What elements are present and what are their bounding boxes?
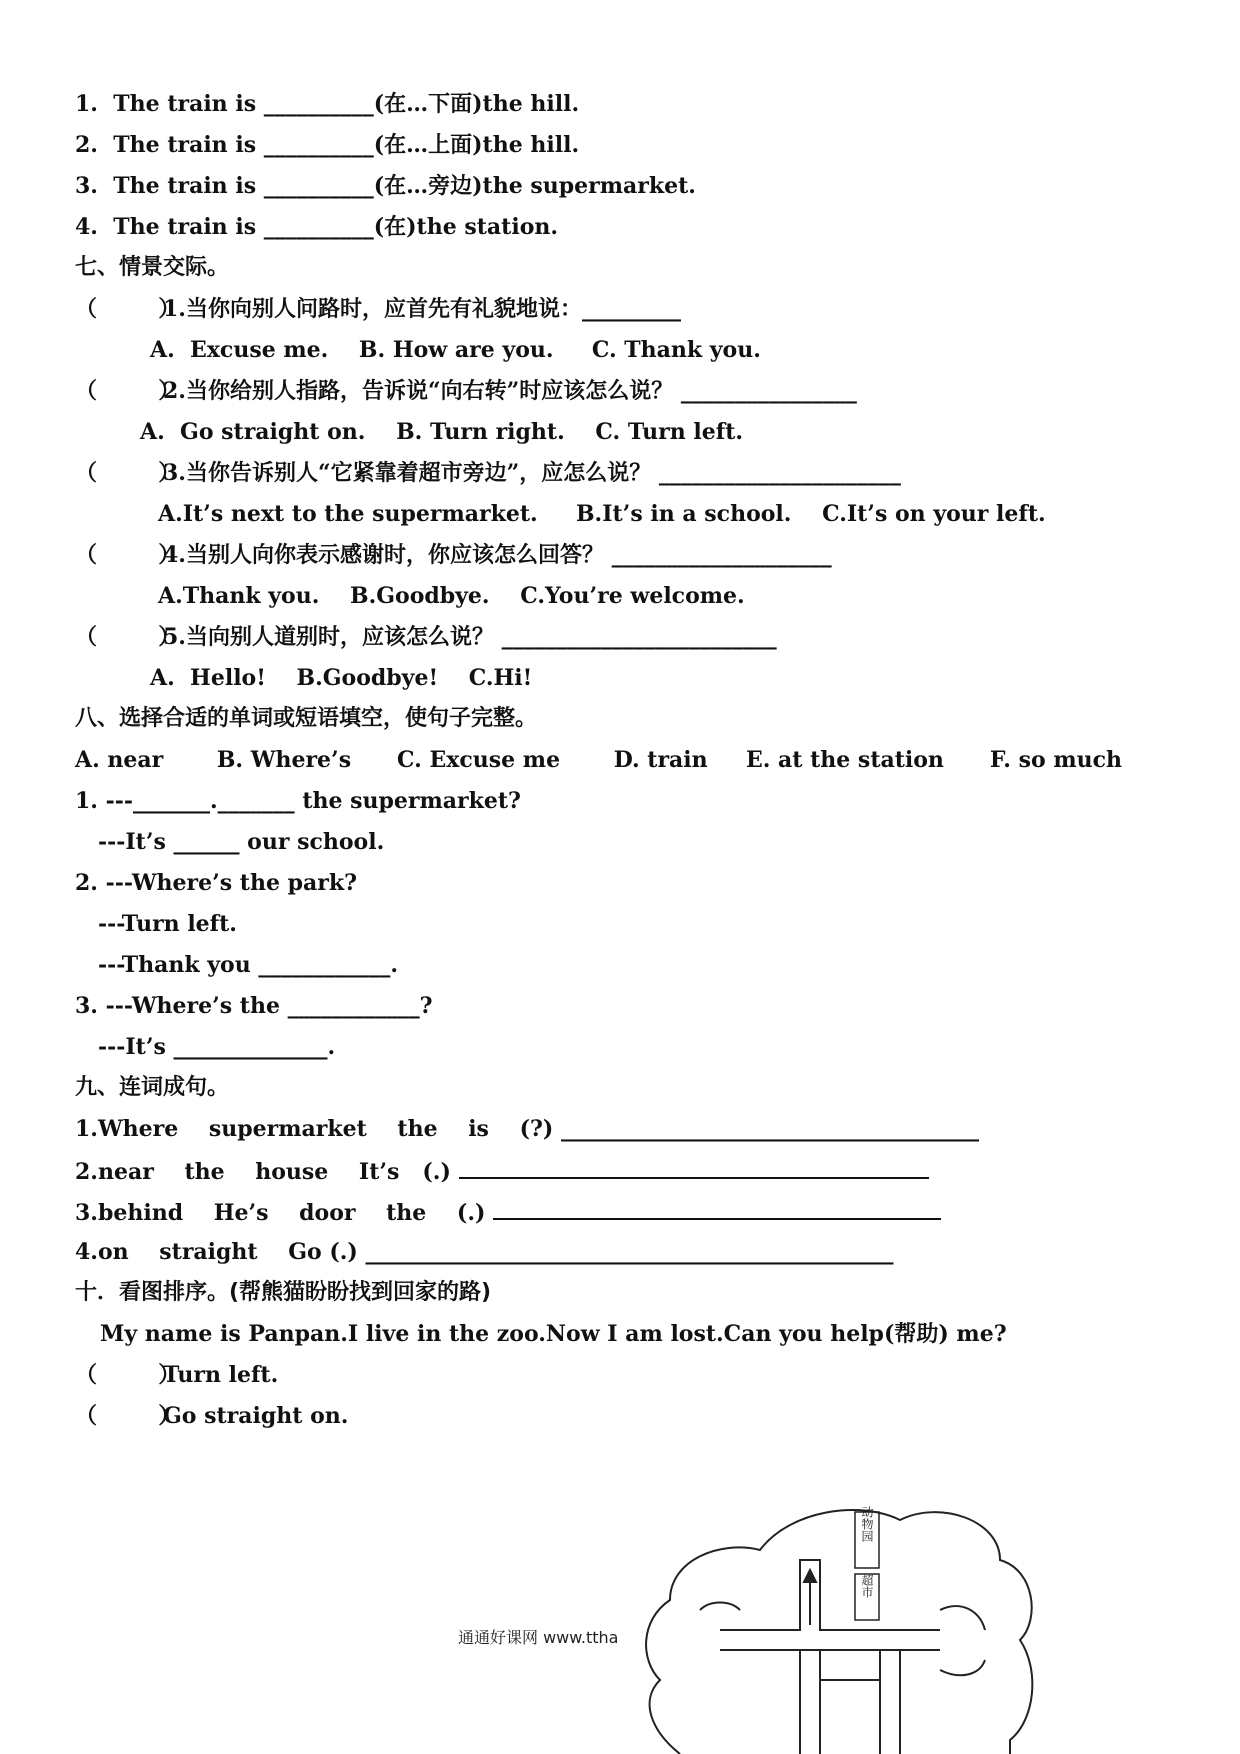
s8-line-6: 3. ---Where’s the ____________? bbox=[75, 993, 433, 1019]
page-footer: 通通好课网 www.ttha bbox=[458, 1628, 619, 1647]
prep-question-4: 4. The train is __________(在)the station. bbox=[75, 214, 559, 240]
s7-question-1: （ ）1.当你向别人问路时，应首先有礼貌地说：_________ bbox=[75, 296, 681, 322]
s8-line-3: 2. ---Where’s the park? bbox=[75, 870, 357, 896]
section9-title: 九、连词成句。 bbox=[75, 1075, 230, 1100]
s7-options-1: A. Excuse me. B. How are you. C. Thank you. bbox=[150, 337, 761, 363]
prep-question-3: 3. The train is __________(在…旁边)the supermarket. bbox=[75, 173, 696, 199]
s9-item-2: 2.near the house It’s (.) bbox=[75, 1155, 929, 1187]
s7-options-5: A. Hello! B.Goodbye! C.Hi! bbox=[150, 665, 533, 691]
section10-title: 十．看图排序。(帮熊猫盼盼找到回家的路) bbox=[75, 1280, 492, 1305]
s7-question-3: （ ）3.当你告诉别人“它紧靠着超市旁边”，应怎么说？ ______________________ bbox=[75, 460, 901, 486]
s8-choices: A. near B. Where’s C. Excuse me D. train E. at the station F. so much bbox=[75, 747, 1122, 773]
s9-item-4: 4.on straight Go (.) ________________________________________________ bbox=[75, 1239, 894, 1265]
section7-title: 七、情景交际。 bbox=[75, 255, 230, 280]
prep-question-2: 2. The train is __________(在…上面)the hill. bbox=[75, 132, 580, 158]
s7-question-2: （ ）2.当你给别人指路，告诉说“向右转”时应该怎么说？ ________________ bbox=[75, 378, 857, 404]
s9-item-1: 1.Where supermarket the is (?) ______________________________________ bbox=[75, 1116, 979, 1142]
s10-item-2: （ ）Go straight on. bbox=[75, 1403, 349, 1429]
map-label-zoo: 动物园 bbox=[860, 1506, 874, 1542]
s8-line-4: ---Turn left. bbox=[75, 911, 237, 937]
s8-line-5: ---Thank you ____________. bbox=[75, 952, 399, 978]
s7-options-4: A.Thank you. B.Goodbye. C.You’re welcome. bbox=[158, 583, 745, 609]
s8-line-2: ---It’s ______ our school. bbox=[75, 829, 385, 855]
s10-item-1: （ ）Turn left. bbox=[75, 1362, 279, 1388]
answer-line bbox=[493, 1196, 941, 1220]
map-label-supermarket: 超市 bbox=[860, 1574, 874, 1598]
s7-question-5: （ ）5.当向别人道别时，应该怎么说？ _________________________ bbox=[75, 624, 777, 650]
s9-item-3: 3.behind He’s door the (.) bbox=[75, 1196, 941, 1228]
answer-line bbox=[459, 1155, 929, 1179]
prep-question-1: 1. The train is __________(在…下面)the hill. bbox=[75, 91, 580, 117]
s7-options-3: A.It’s next to the supermarket. B.It’s in a school. C.It’s on your left. bbox=[158, 501, 1046, 527]
section8-title: 八、选择合适的单词或短语填空，使句子完整。 bbox=[75, 706, 538, 731]
s8-line-1: 1. ---_______._______ the supermarket? bbox=[75, 788, 521, 814]
s10-intro: My name is Panpan.I live in the zoo.Now I am lost.Can you help(帮助) me? bbox=[100, 1321, 1007, 1347]
s7-options-2: A. Go straight on. B. Turn right. C. Turn left. bbox=[140, 419, 744, 445]
route-map-illustration bbox=[640, 1500, 1040, 1754]
s8-line-7: ---It’s ______________. bbox=[75, 1034, 336, 1060]
s7-question-4: （ ）4.当别人向你表示感谢时，你应该怎么回答？ ____________________ bbox=[75, 542, 832, 568]
